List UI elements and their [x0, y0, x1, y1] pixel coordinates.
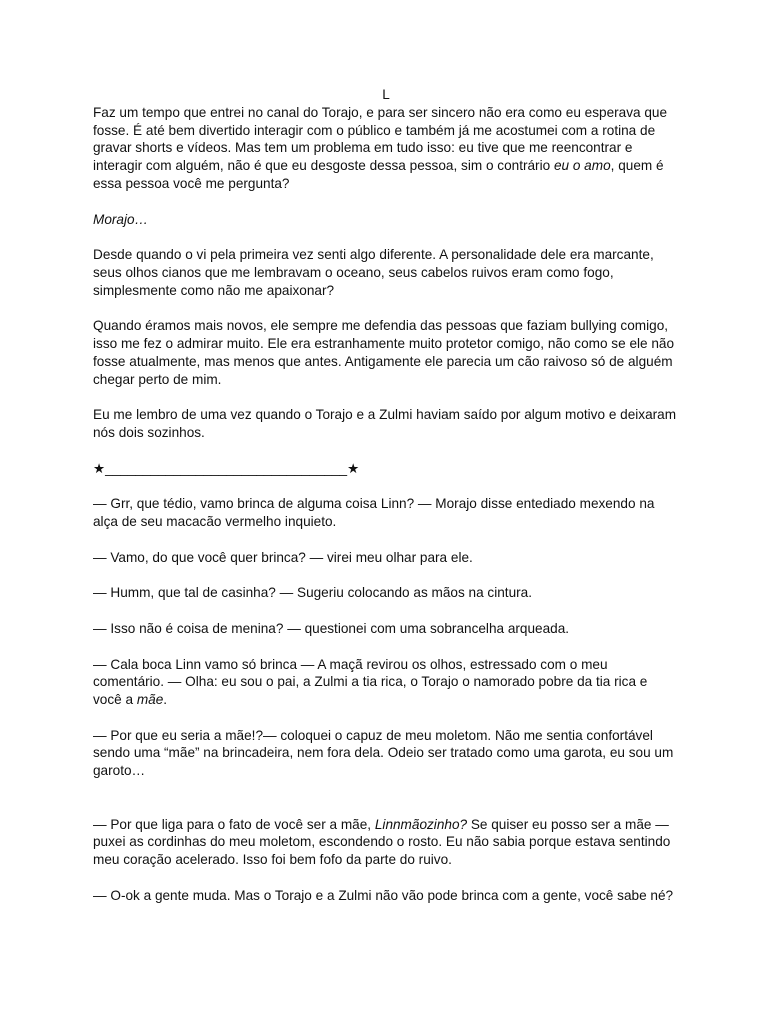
dialogue-line: — Vamo, do que você quer brinca? — virei meu olhar para ele.	[93, 549, 473, 565]
paragraph-text: — Cala boca Linn vamo só brinca — A maçã revirou os olhos, estressado com o meu comentário. — Olha: eu sou o pai, a Zulmi a tia rica, o Torajo o namorado pobre da tia rica e você a	[93, 656, 648, 708]
emphasis-text: mãe	[136, 692, 164, 708]
dialogue-line: — Isso não é coisa de menina? — questionei com uma sobrancelha arqueada.	[93, 620, 570, 636]
paragraph-intro	[93, 104, 679, 193]
dialogue-line: — O-ok a gente muda. Mas o Torajo e a Zulmi não vão pode brinca com a gente, você sabe né?	[93, 887, 674, 903]
paragraph-text: .	[163, 692, 168, 708]
paragraph-morajo	[93, 211, 679, 229]
emphasis-text: eu o amo	[553, 158, 611, 174]
dialogue-line: — Grr, que tédio, vamo brinca de alguma coisa Linn? — Morajo disse entediado mexendo na alça de seu macacão vermelho inquieto.	[93, 496, 655, 530]
dialogue-line	[93, 656, 679, 709]
paragraph-memory: Eu me lembro de uma vez quando o Torajo e a Zulmi haviam saído por algum motivo e deixaram nós dois sozinhos.	[93, 407, 677, 441]
dialogue-line: — Humm, que tal de casinha? — Sugeriu colocando as mãos na cintura.	[93, 585, 533, 601]
dialogue-line	[93, 816, 679, 869]
paragraph-text: , quem é essa pessoa você me pergunta?	[93, 158, 664, 191]
emphasis-text: Morajo…	[93, 211, 149, 227]
paragraph-text: — Por que liga para o fato de você ser a mãe,	[93, 816, 375, 832]
paragraph-first-sight: Desde quando o vi pela primeira vez senti algo diferente. A personalidade dele era marcante, seus olhos cianos que me lembravam o oceano, seus cabelos ruivos eram como fogo, simplesmente como não me apaixonar?	[93, 247, 654, 298]
scene-separator: ★________________________________★	[93, 460, 360, 476]
dialogue-line: — Por que eu seria a mãe!?— coloquei o capuz de meu moletom. Não me sentia confortável sendo uma “mãe” na brincadeira, nem fora dela. Odeio ser tratado como uma garota, eu sou um garoto…	[93, 727, 674, 779]
chapter-heading: L	[382, 87, 390, 102]
document-page	[93, 86, 679, 922]
emphasis-text: Linnmãozinho?	[374, 816, 468, 832]
paragraph-childhood: Quando éramos mais novos, ele sempre me defendia das pessoas que faziam bullying comigo, isso me fez o admirar muito. Ele era estranhamente muito protetor comigo, não como se ele não fosse atualmente, mas menos que antes. Antigamente ele parecia um cão raivoso só de alguém chegar perto de mim.	[93, 318, 675, 387]
paragraph-text: Se quiser eu posso ser a mãe — puxei as cordinhas do meu moletom, escondendo o rosto. Eu não sabia porque estava sentindo meu coração acelerado. Isso foi bem fofo da parte do ruivo.	[93, 816, 671, 868]
paragraph-text: Faz um tempo que entrei no canal do Torajo, e para ser sincero não era como eu esperava que fosse. É até bem divertido interagir com o público e também já me acostumei com a rotina de gravar shorts e vídeos. Mas tem um problema em tudo isso: eu tive que me reencontrar e interagir com alguém, não é que eu desgoste dessa pessoa, sim o contrário	[93, 104, 668, 174]
